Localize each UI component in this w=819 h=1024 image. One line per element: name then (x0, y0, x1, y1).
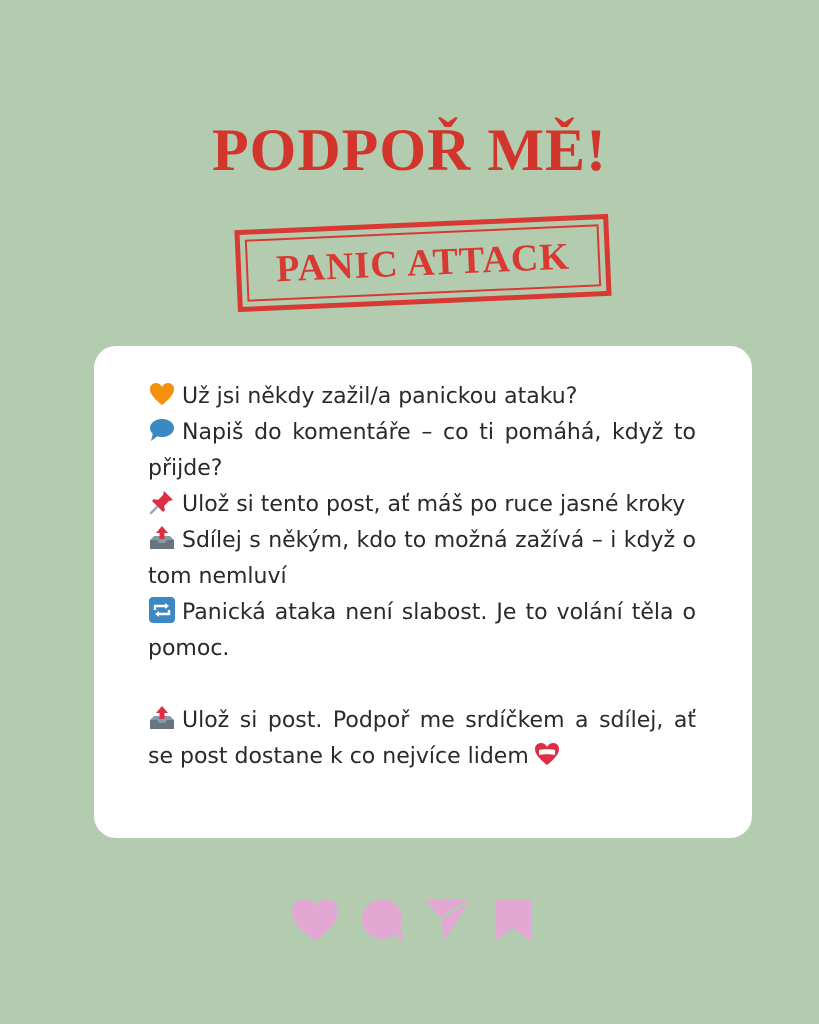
line-question (148, 379, 696, 415)
stamp-inner-border (245, 224, 601, 301)
bookmark-icon[interactable] (493, 897, 533, 943)
line-text: Napiš do komentáře – co ti pomáhá, když to přijde? (148, 420, 696, 481)
line-comment (148, 415, 696, 487)
line-save (148, 487, 696, 523)
orange-heart-icon (148, 380, 176, 408)
heart-icon[interactable] (290, 897, 340, 943)
heart-icon (533, 740, 561, 768)
comment-icon[interactable] (360, 897, 406, 943)
text-card (94, 346, 752, 838)
line-weakness (148, 595, 696, 667)
closing-text: Ulož si post. Podpoř me srdíčkem a sdílej, ať se post dostane k co nejvíce lidem (148, 708, 696, 769)
line-text: Panická ataka není slabost. Je to volání těla o pomoc. (148, 600, 696, 661)
closing-line (148, 703, 696, 775)
action-icons (290, 897, 535, 945)
line-share (148, 523, 696, 595)
pushpin-icon (148, 488, 176, 516)
outbox-tray-icon (148, 524, 176, 552)
card-body (148, 379, 696, 775)
line-text: Sdílej s někým, kdo to možná zažívá – i když o tom nemluví (148, 528, 696, 589)
speech-bubble-icon (148, 416, 176, 444)
outbox-tray-icon (148, 704, 176, 732)
line-text: Už jsi někdy zažil/a panickou ataku? (182, 384, 578, 409)
panic-attack-stamp (234, 214, 611, 312)
line-text: Ulož si tento post, ať máš po ruce jasné kroky (182, 492, 686, 517)
paragraph-spacer (148, 667, 696, 703)
stamp-text: PANIC ATTACK (275, 235, 571, 291)
share-icon[interactable] (424, 897, 472, 943)
page-title: PODPOŘ MĚ! (212, 117, 607, 183)
repeat-icon (148, 596, 176, 624)
